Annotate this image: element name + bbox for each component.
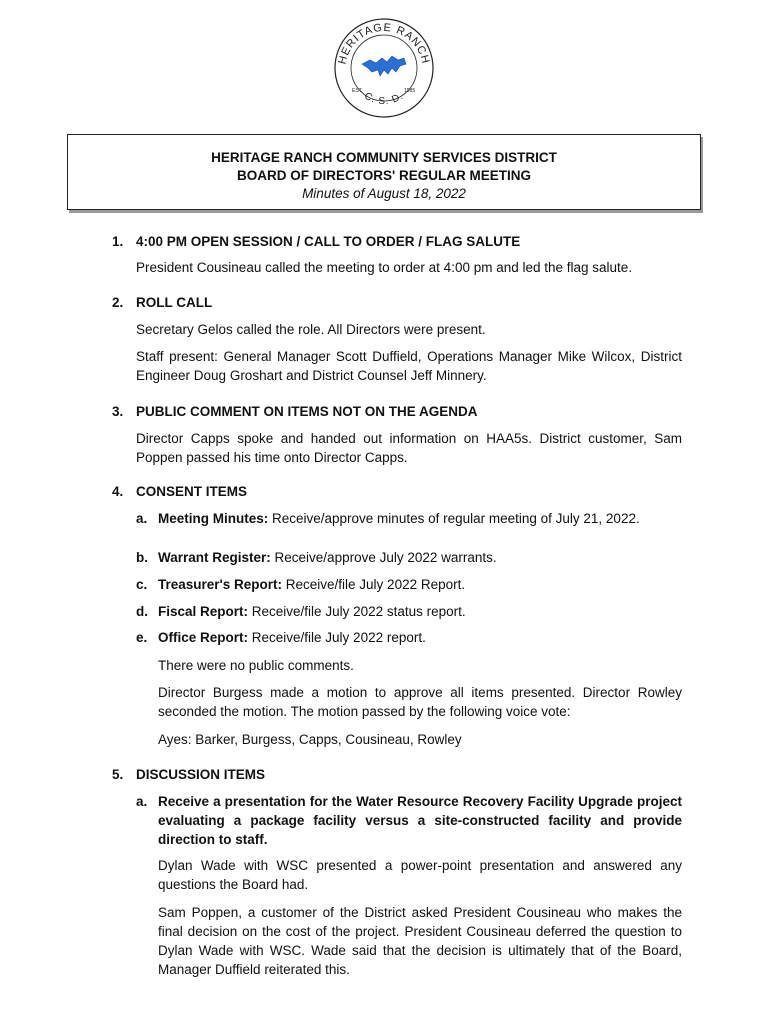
list-item-letter: b.: [136, 550, 148, 565]
paragraph: Director Burgess made a motion to approve all items presented. Director Rowley seconded the motion. The motion passed by the following voice vote:: [158, 685, 682, 719]
item-label: Office Report:: [158, 630, 249, 645]
district-name: HERITAGE RANCH COMMUNITY SERVICES DISTRICT: [211, 150, 557, 165]
section-number: 5.: [112, 767, 124, 782]
list-item: [158, 602, 682, 621]
item-text: Receive/approve July 2022 warrants.: [270, 550, 497, 565]
item-text: Receive/file July 2022 status report.: [248, 604, 466, 619]
minutes-date: Minutes of August 18, 2022: [302, 186, 466, 201]
item-text: Receive/file July 2022 report.: [248, 630, 426, 645]
section-title-public-comment: PUBLIC COMMENT ON ITEMS NOT ON THE AGENDA: [136, 404, 478, 419]
discussion-item-title: Receive a presentation for the Water Resource Recovery Facility Upgrade project evaluating a package facility versus a site-constructed facility and provide direction to staff.: [158, 794, 682, 847]
paragraph: There were no public comments.: [158, 658, 354, 673]
lake-shape-icon: [362, 56, 406, 76]
item-text: Receive/approve minutes of regular meeting of July 21, 2022.: [268, 511, 640, 526]
paragraph: Staff present: General Manager Scott Duffield, Operations Manager Mike Wilcox, District Engineer Doug Groshart and District Counsel Jeff Minnery.: [136, 349, 682, 383]
item-label: Fiscal Report:: [158, 604, 249, 619]
section-number: 3.: [112, 404, 124, 419]
item-label: Warrant Register:: [158, 550, 271, 565]
list-item: [158, 575, 682, 594]
paragraph: President Cousineau called the meeting to order at 4:00 pm and led the flag salute.: [136, 260, 633, 275]
seal-top-text: HERITAGE RANCH: [336, 21, 432, 66]
section-title-consent-items: CONSENT ITEMS: [136, 484, 248, 499]
section-number: 4.: [112, 484, 124, 499]
section-title-open-session: 4:00 PM OPEN SESSION / CALL TO ORDER / FLAG SALUTE: [136, 234, 521, 249]
section-number: 1.: [112, 234, 124, 249]
section-number: 2.: [112, 295, 124, 310]
item-text: Receive/file July 2022 Report.: [282, 577, 466, 592]
district-seal-logo: [332, 16, 436, 120]
list-item: [158, 548, 682, 567]
list-item: [158, 509, 682, 528]
seal-right-text: 1985: [404, 88, 416, 94]
section-title-discussion-items: DISCUSSION ITEMS: [136, 767, 266, 782]
header-box: [67, 134, 701, 210]
paragraph: Dylan Wade with WSC presented a power-point presentation and answered any questions the Board had.: [158, 858, 682, 892]
svg-text:C. S. D.: [362, 91, 406, 108]
item-label: Treasurer's Report:: [158, 577, 283, 592]
list-item-letter: c.: [136, 577, 148, 592]
item-label: Meeting Minutes:: [158, 511, 269, 526]
list-item-letter: a.: [136, 511, 148, 526]
paragraph: Sam Poppen, a customer of the District asked President Cousineau who makes the final decision on the cost of the project. President Cousineau deferred the question to Dylan Wade with WSC. Wade said that the decision is ultimately that of the Board, Manager Duffield reiterated this.: [158, 905, 682, 977]
list-item-letter: a.: [136, 794, 148, 809]
paragraph: Secretary Gelos called the role. All Directors were present.: [136, 322, 486, 337]
paragraph: Director Capps spoke and handed out information on HAA5s. District customer, Sam Poppen passed his time onto Director Capps.: [136, 431, 682, 465]
svg-text:HERITAGE RANCH: [336, 22, 431, 66]
section-title-roll-call: ROLL CALL: [136, 295, 213, 310]
seal-left-text: EST.: [352, 88, 363, 94]
list-item: [158, 628, 682, 647]
meeting-title: BOARD OF DIRECTORS' REGULAR MEETING: [237, 168, 531, 183]
seal-bottom-text: C. S. D.: [362, 90, 406, 108]
list-item-letter: e.: [136, 630, 148, 645]
paragraph: Ayes: Barker, Burgess, Capps, Cousineau, Rowley: [158, 732, 462, 747]
list-item-letter: d.: [136, 604, 148, 619]
